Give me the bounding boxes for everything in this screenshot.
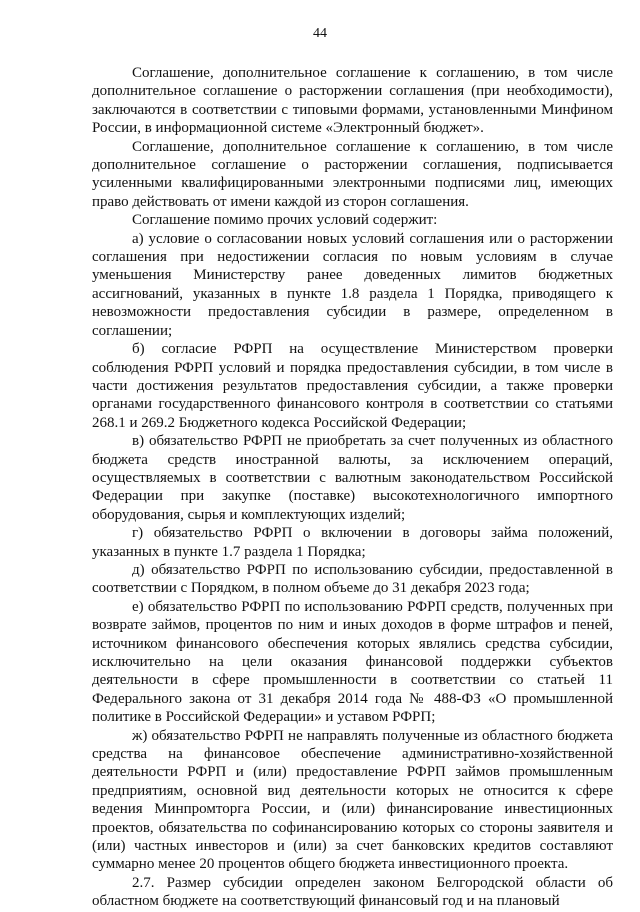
list-item-g: г) обязательство РФРП о включении в договоры займа положений, указанных в пункте 1.7 раздела 1 Порядка; bbox=[92, 525, 613, 560]
list-item-v: в) обязательство РФРП не приобретать за счет полученных из областного бюджета средств иностранной валюты, за исключением операций, осуществляемых в соответствии с валютным законодательством Российской Федерации при закупке (поставке) высокотехнологичного импортного оборудования, сырья и комплектующих изделий; bbox=[92, 433, 613, 523]
document-body bbox=[92, 64, 613, 911]
paragraph-agreement-conditions-intro: Соглашение помимо прочих условий содержит: bbox=[132, 212, 438, 229]
list-item-d: д) обязательство РФРП по использованию субсидии, предоставленной в соответствии с Порядком, в полном объеме до 31 декабря 2023 года; bbox=[92, 561, 613, 597]
page-number: 44 bbox=[313, 26, 327, 41]
paragraph-agreement-forms: Соглашение, дополнительное соглашение к соглашению, в том числе дополнительное соглашение о расторжении соглашения (при необходимости), заключаются в соответствии с типовыми формами, установленными Минфином России, в информационной системе «Электронный бюджет». bbox=[92, 65, 613, 137]
list-item-e: е) обязательство РФРП по использованию РФРП средств, полученных при возврате займов, процентов по ним и иных доходов в форме штрафов и пеней, источником финансового обеспечения которых являлись средства субсидии, исключительно на цели оказания финансовой поддержки субъектов деятельности в сфере промышленности в соответствии со статьей 11 Федерального закона от 31 декабря 2014 года № 488-ФЗ «О промышленной политике в Российской Федерации» и уставом РФРП; bbox=[92, 598, 613, 726]
list-item-zh: ж) обязательство РФРП не направлять полученные из областного бюджета средства на финансовое обеспечение административно-хозяйственной деятельности РФРП и (или) предоставление РФРП займов промышленным предприятиям, основной вид деятельности которых не относится к сфере ведения Минпромторга России, и (или) финансирование инвестиционных проектов, обязательства по софинансированию которых со стороны заявителя и (или) частных инвесторов и (или) за счет банковских кредитов составляют суммарно менее 20 процентов общего бюджета инвестиционного проекта. bbox=[92, 727, 613, 873]
paragraph-2-7-subsidy-amount: 2.7. Размер субсидии определен законом Белгородской области об областном бюджете на соответствующий финансовый год и на плановый bbox=[92, 874, 613, 910]
paragraph-agreement-signatures: Соглашение, дополнительное соглашение к соглашению, в том числе дополнительное соглашение о расторжении соглашения, подписывается усиленными квалифицированными электронными подписями лиц, имеющих право действовать от имени каждой из сторон соглашения. bbox=[92, 138, 613, 210]
list-item-a: а) условие о согласовании новых условий соглашения или о расторжении соглашения при недостижении согласия по новым условиям в случае уменьшения Министерству ранее доведенных лимитов бюджетных ассигнований, указанных в пункте 1.8 раздела 1 Порядка, приводящего к невозможности предоставления субсидии в размере, определенном в соглашении; bbox=[92, 230, 613, 339]
list-item-b: б) согласие РФРП на осуществление Министерством проверки соблюдения РФРП условий и порядка предоставления субсидии, в том числе в части достижения результатов предоставления субсидии, а также проверки органами государственного финансового контроля в соответствии со статьями 268.1 и 269.2 Бюджетного кодекса Российской Федерации; bbox=[92, 341, 613, 431]
